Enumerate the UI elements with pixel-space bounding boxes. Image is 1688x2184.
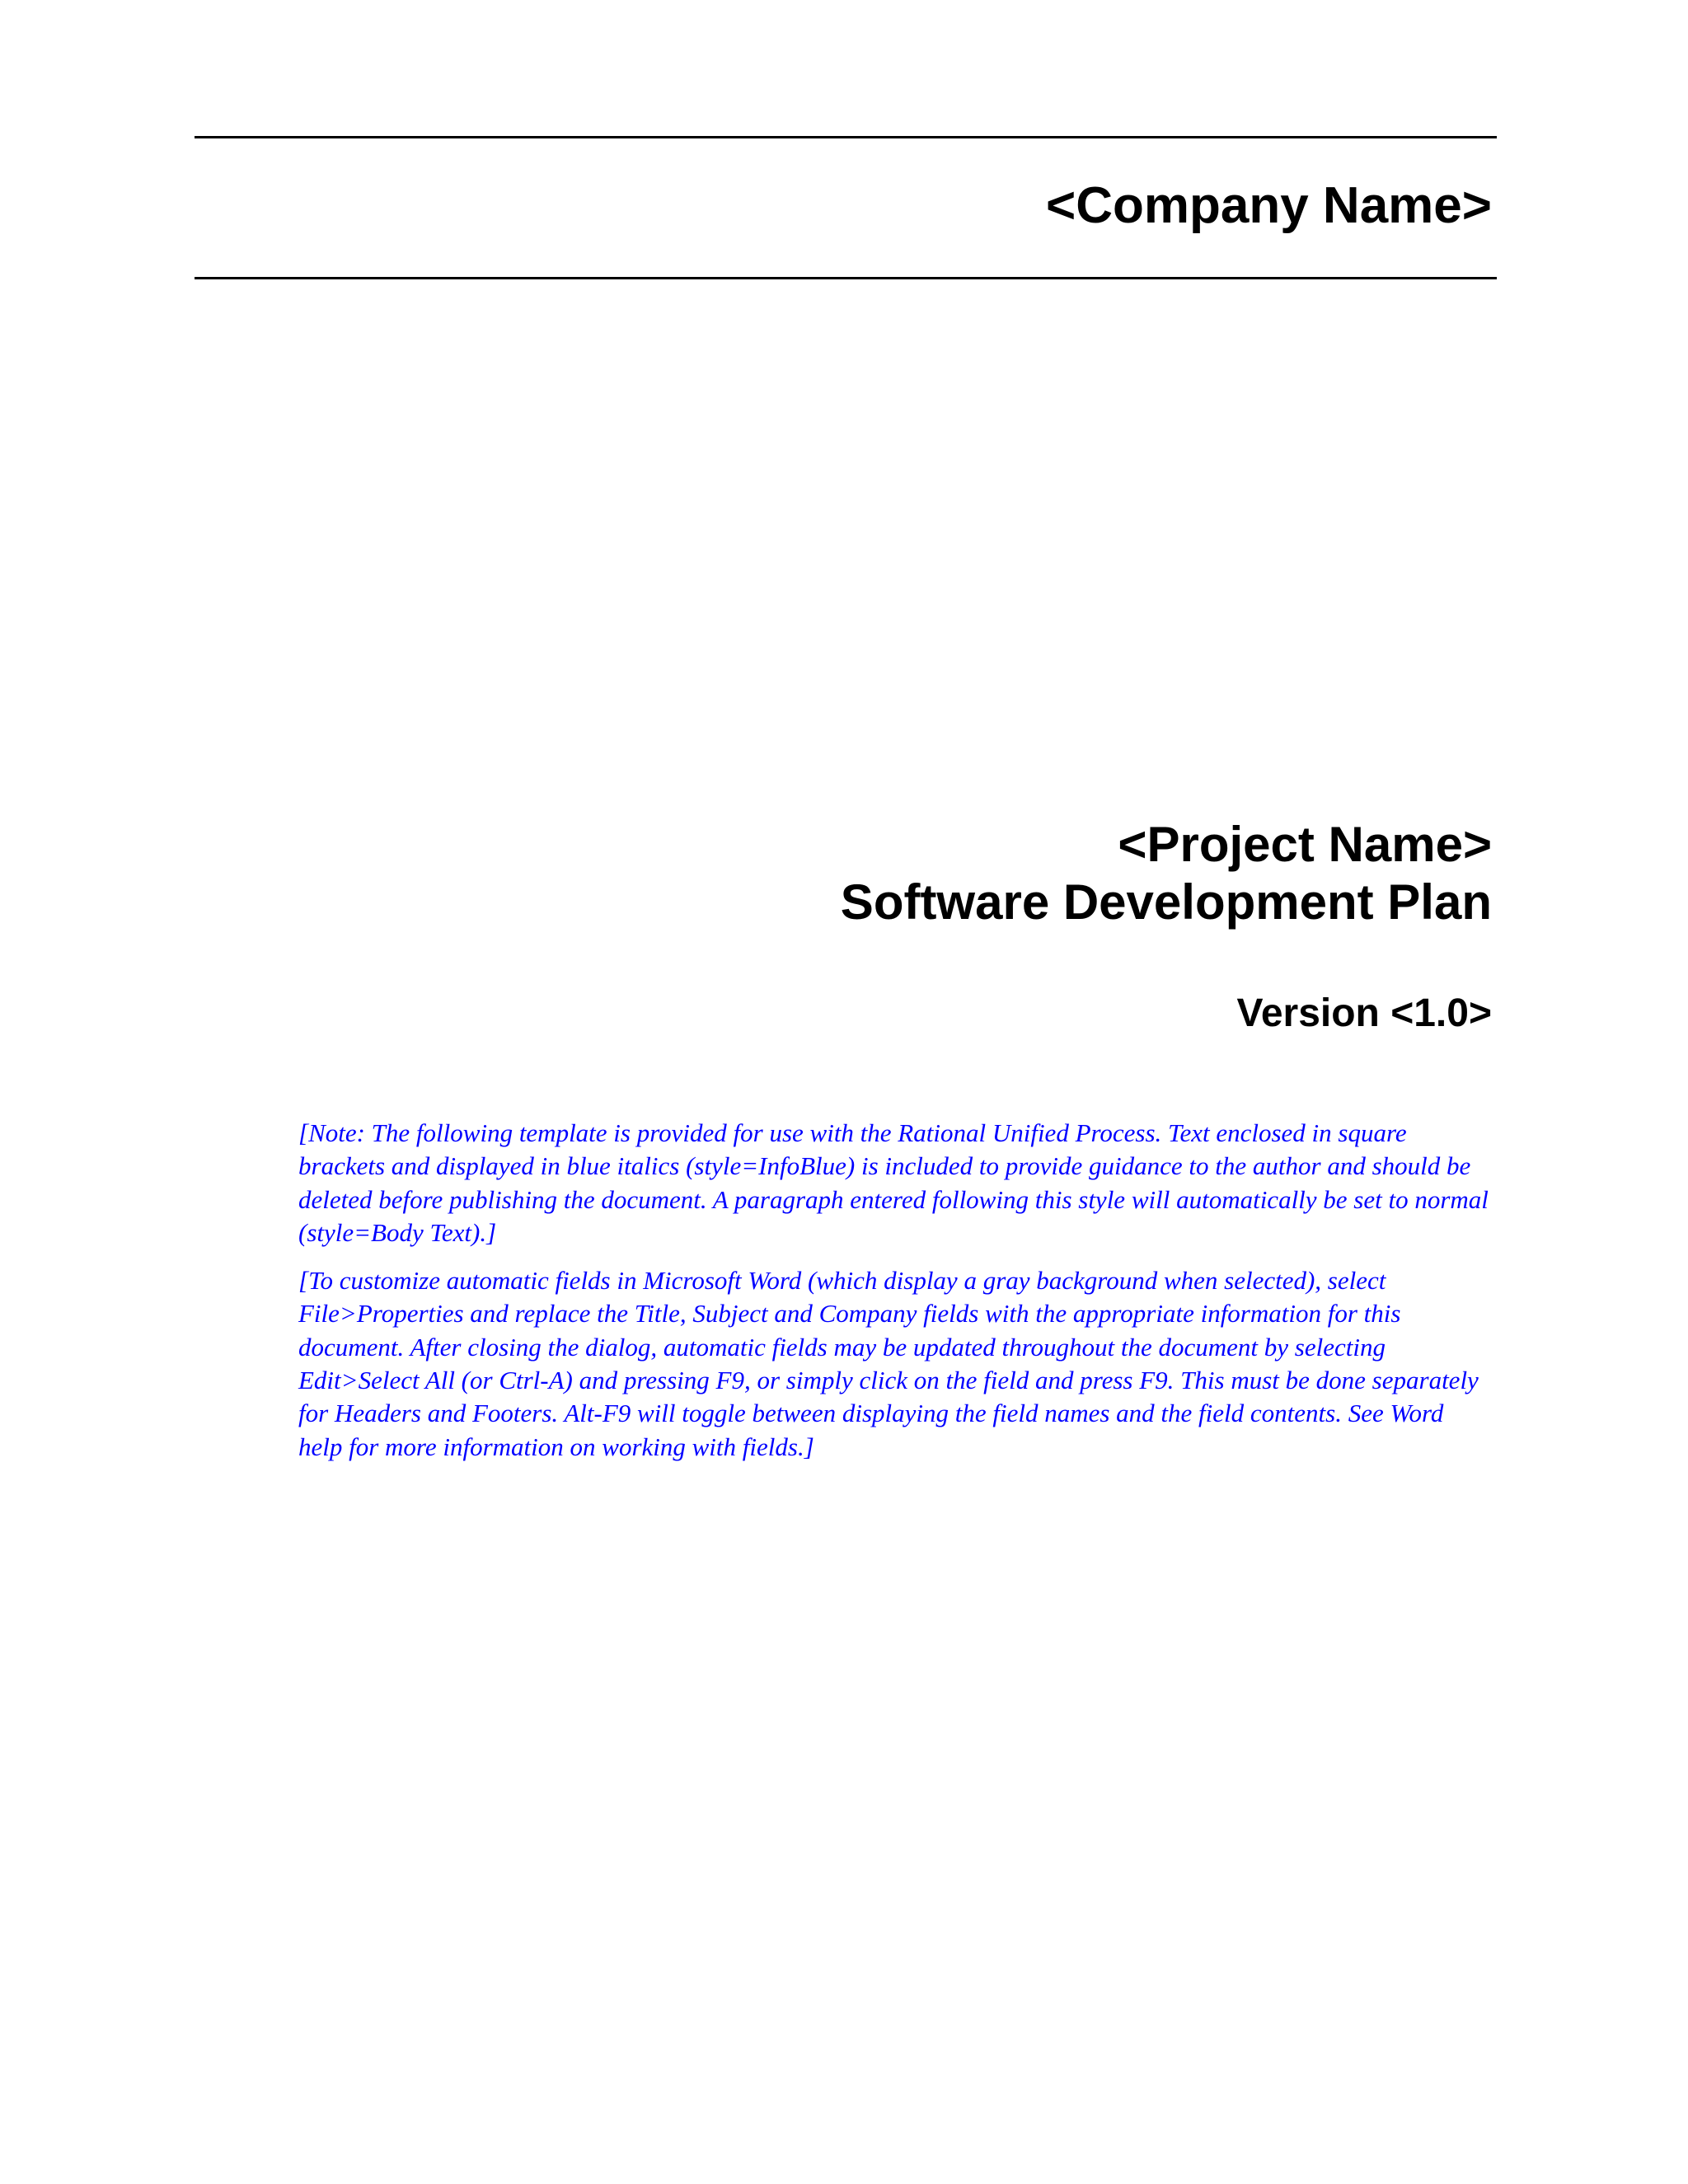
document-title: Software Development Plan	[840, 874, 1492, 930]
company-name: <Company Name>	[1046, 177, 1492, 234]
header-top-rule	[195, 136, 1497, 138]
template-note-2: [To customize automatic fields in Microsoft Word (which display a gray background when selected), select File>Properties and replace the Title, Subject and Company fields with the appropriate information for this document. After closing the dialog, automatic fields may be updated throughout the document by selecting Edit>Select All (or Ctrl-A) and pressing F9, or simply click on the field and press F9. This must be done separately for Headers and Footers. Alt-F9 will toggle between displaying the field names and the field contents. See Word help for more information on working with fields.]	[298, 1266, 1479, 1461]
template-notes	[298, 1117, 1493, 1479]
project-name: <Project Name>	[1118, 817, 1492, 872]
header-bottom-rule	[195, 277, 1497, 279]
template-note-1: [Note: The following template is provided for use with the Rational Unified Process. Text enclosed in square brackets and displayed in blue italics (style=InfoBlue) is included to provide guidance to the author and should be deleted before publishing the document. A paragraph entered following this style will automatically be set to normal (style=Body Text).]	[298, 1118, 1489, 1247]
title-block	[841, 816, 1492, 931]
version-label: Version <1.0>	[1236, 991, 1492, 1035]
